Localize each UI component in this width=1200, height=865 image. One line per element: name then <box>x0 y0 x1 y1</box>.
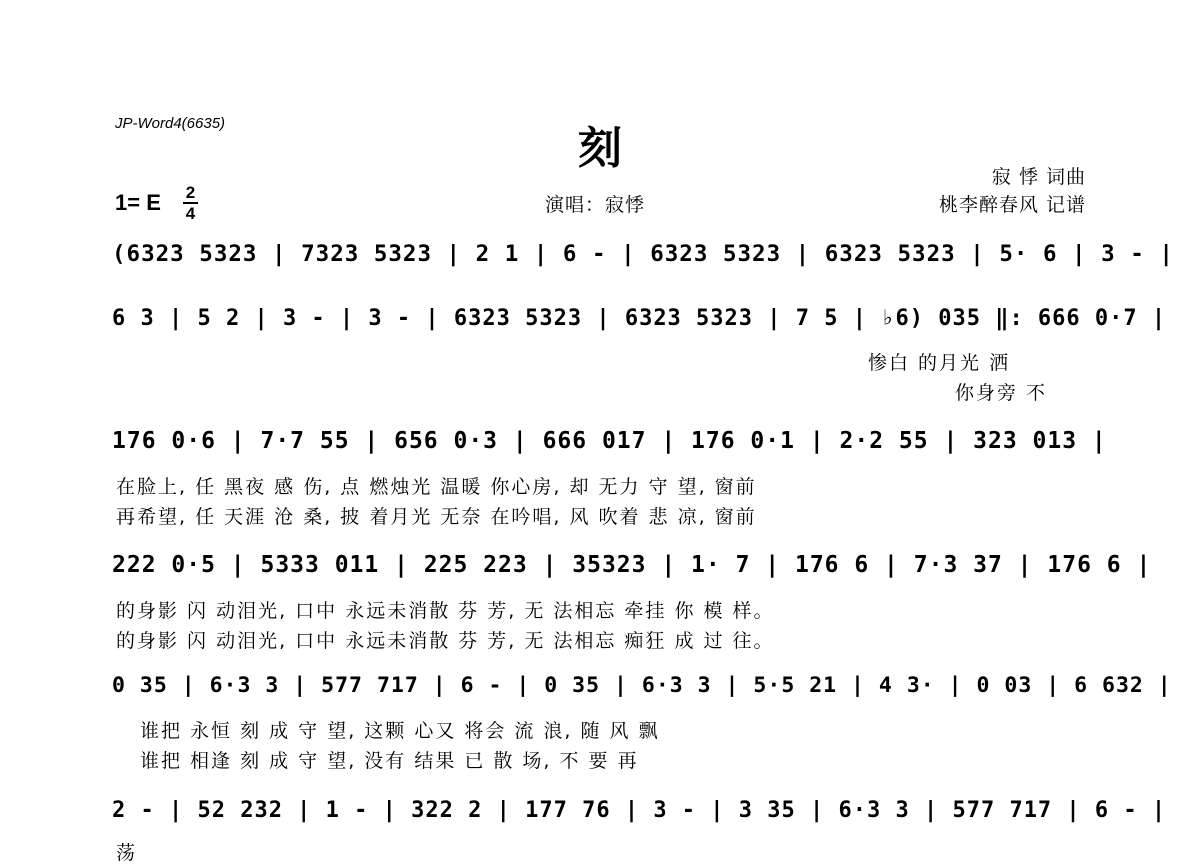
lyric-line-4-verse-2: 的身影 闪 动泪光, 口中 永远未消散 芬 芳, 无 法相忘 痴狂 成 过 往。 <box>116 630 775 652</box>
lyric-line-3-verse-1: 在脸上, 任 黑夜 感 伤, 点 燃烛光 温暖 你心房, 却 无力 守 望, 窗前 <box>116 476 757 498</box>
singer-credit: 演唱：寂悸 <box>545 194 646 216</box>
lyric-line-3-verse-2: 再希望, 任 天涯 沧 桑, 披 着月光 无奈 在吟唱, 风 吹着 悲 凉, 窗前 <box>116 506 757 528</box>
score-line-4: 222 0·5 | 5333 011 | 225 223 | 35323 | 1· 7 | 176 6 | 7·3 37 | 176 6 | <box>112 552 1152 578</box>
score-line-6: 2 - | 52 232 | 1 - | 322 2 | 177 76 | 3 - | 3 35 | 6·3 3 | 577 717 | 6 - | <box>112 798 1167 823</box>
lyrics-music-credit: 寂 悸 词曲 <box>991 166 1086 188</box>
transcriber-credit: 桃李醉春风 记谱 <box>938 194 1086 216</box>
time-signature <box>183 184 198 222</box>
lyric-line-5-verse-2: 谁把 相逢 刻 成 守 望, 没有 结果 已 散 场, 不 要 再 <box>140 750 639 772</box>
time-denominator: 4 <box>185 204 196 223</box>
key-signature: 1= E <box>115 190 161 215</box>
software-version: JP-Word4(6635) <box>115 115 226 132</box>
score-line-3: 176 0·6 | 7·7 55 | 656 0·3 | 666 017 | 176 0·1 | 2·2 55 | 323 013 | <box>112 428 1107 454</box>
score-line-5: 0 35 | 6·3 3 | 577 717 | 6 - | 0 35 | 6·3 3 | 5·5 21 | 4 3· | 0 03 | 6 632 | <box>112 673 1172 698</box>
time-numerator: 2 <box>185 183 196 202</box>
song-title: 刻 <box>578 123 622 174</box>
lyric-line-5-verse-1: 谁把 永恒 刻 成 守 望, 这颗 心又 将会 流 浪, 随 风 飘 <box>140 720 660 742</box>
lyric-line-2-verse-2: 你身旁 不 <box>955 382 1048 404</box>
lyric-line-6-verse-1: 荡 <box>116 842 138 864</box>
lyric-line-4-verse-1: 的身影 闪 动泪光, 口中 永远未消散 芬 芳, 无 法相忘 牵挂 你 模 样。 <box>116 600 775 622</box>
lyric-line-2-verse-1: 惨白 的月光 洒 <box>868 352 1011 374</box>
score-line-2: 6 3 | 5 2 | 3 - | 3 - | 6323 5323 | 6323 5323 | 7 5 | ♭6) 035 ‖: 666 0·7 | <box>112 306 1167 331</box>
score-line-1: (6323 5323 | 7323 5323 | 2 1 | 6 - | 6323 5323 | 6323 5323 | 5· 6 | 3 - | <box>112 241 1174 267</box>
